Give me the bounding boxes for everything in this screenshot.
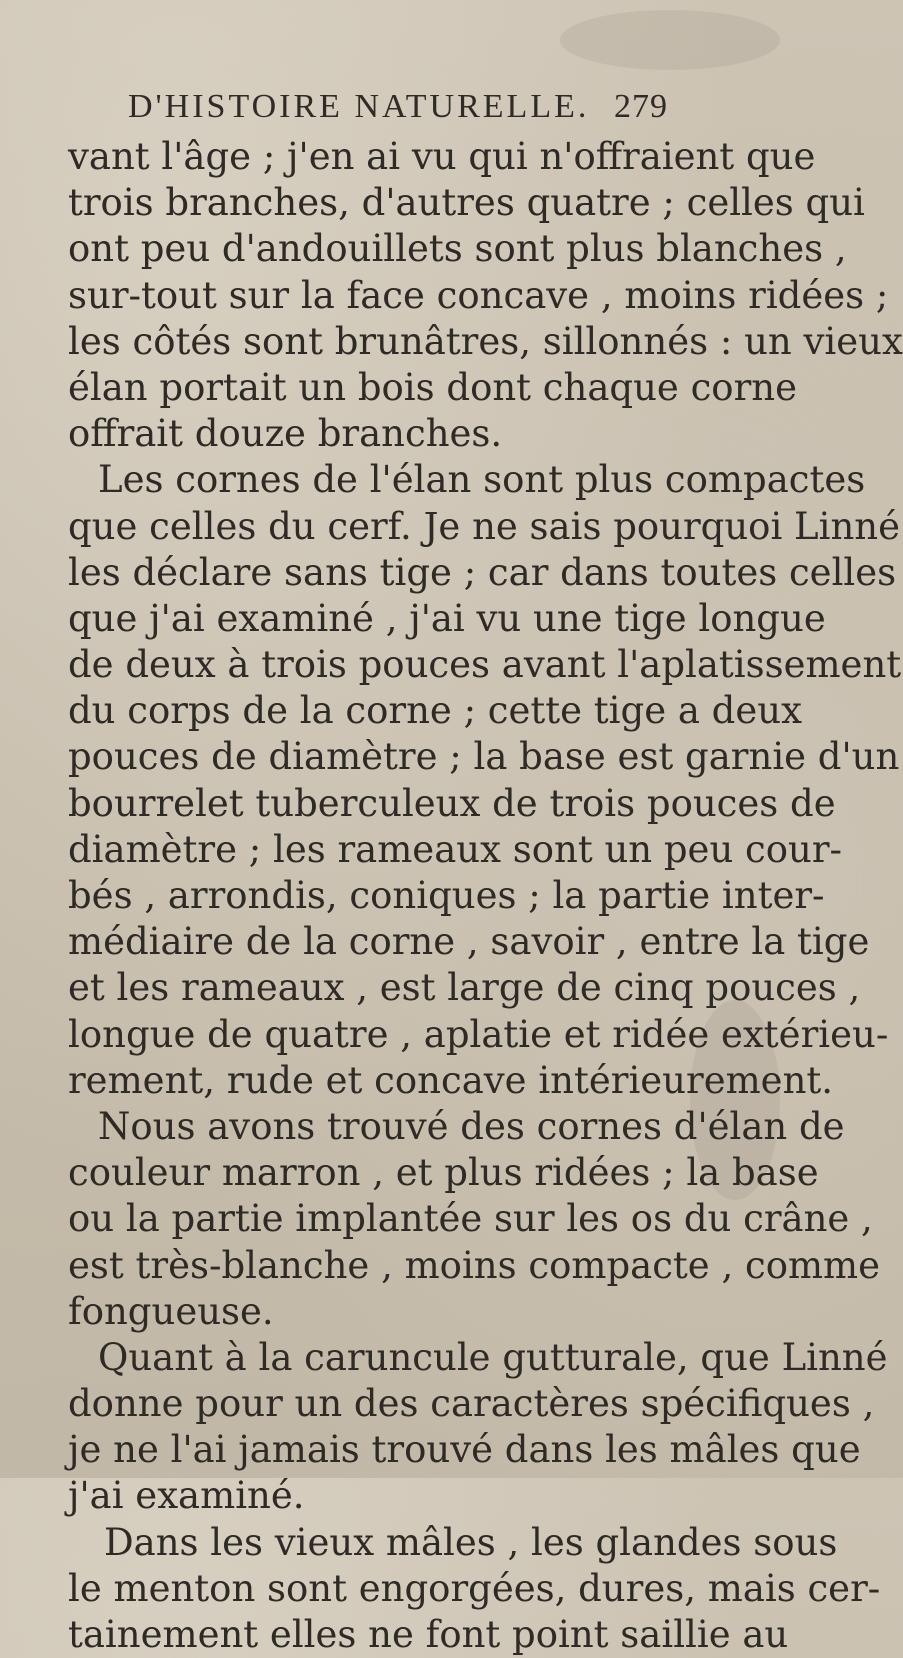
text-line: Quant à la caruncule gutturale, que Linné: [98, 1335, 888, 1379]
page-number: 279: [614, 88, 668, 125]
text-line: longue de quatre , aplatie et ridée extérieu-: [68, 1012, 889, 1056]
text-line: donne pour un des caractères spécifiques ,: [68, 1382, 875, 1426]
paper-stain: [560, 10, 780, 70]
text-line: que j'ai examiné , j'ai vu une tige longue: [68, 596, 826, 640]
text-line: diamètre ; les rameaux sont un peu cour-: [68, 827, 843, 871]
text-line: vant l'âge ; j'en ai vu qui n'offraient que: [68, 135, 816, 178]
text-line: fongueuse.: [68, 1289, 274, 1333]
body-text: [68, 134, 903, 1658]
text-line: sur-tout sur la face concave , moins ridées ;: [68, 273, 889, 317]
text-line: bourrelet tuberculeux de trois pouces de: [68, 781, 836, 825]
text-line: médiaire de la corne , savoir , entre la tige: [68, 920, 870, 964]
text-line: du corps de la corne ; cette tige a deux: [68, 689, 802, 733]
header-title: D'HISTOIRE NATURELLE.: [128, 88, 590, 125]
text-line: que celles du cerf. Je ne sais pourquoi Linné: [68, 504, 901, 548]
text-line: trois branches, d'autres quatre ; celles qui: [68, 181, 865, 225]
text-line: ou la partie implantée sur les os du crâne ,: [68, 1197, 873, 1241]
text-line: de deux à trois pouces avant l'aplatissement: [68, 643, 902, 687]
text-line: les côtés sont brunâtres, sillonnés : un vieux: [68, 319, 903, 363]
text-line: ont peu d'andouillets sont plus blanches ,: [68, 227, 847, 271]
text-line: j'ai examiné.: [68, 1474, 305, 1518]
text-line: le menton sont engorgées, dures, mais cer-: [68, 1566, 881, 1610]
running-header: [128, 88, 668, 134]
text-line: les déclare sans tige ; car dans toutes celles: [68, 550, 897, 594]
text-line: tainement elles ne font point saillie au: [68, 1613, 789, 1656]
text-line: pouces de diamètre ; la base est garnie d'un: [68, 735, 900, 779]
text-line: Les cornes de l'élan sont plus compactes: [98, 458, 866, 502]
text-line: bés , arrondis, coniques ; la partie inter-: [68, 874, 825, 917]
text-line: Nous avons trouvé des cornes d'élan de: [98, 1104, 845, 1148]
text-line: je ne l'ai jamais trouvé dans les mâles que: [68, 1428, 861, 1472]
text-line: rement, rude et concave intérieurement.: [68, 1058, 834, 1102]
text-line: couleur marron , et plus ridées ; la base: [68, 1151, 819, 1195]
text-line: est très-blanche , moins compacte , comme: [68, 1243, 881, 1287]
text-line: élan portait un bois dont chaque corne: [68, 365, 797, 409]
text-line: offrait douze branches.: [68, 412, 503, 456]
text-line: Dans les vieux mâles , les glandes sous: [104, 1520, 838, 1564]
text-line: et les rameaux , est large de cinq pouces ,: [68, 966, 861, 1010]
